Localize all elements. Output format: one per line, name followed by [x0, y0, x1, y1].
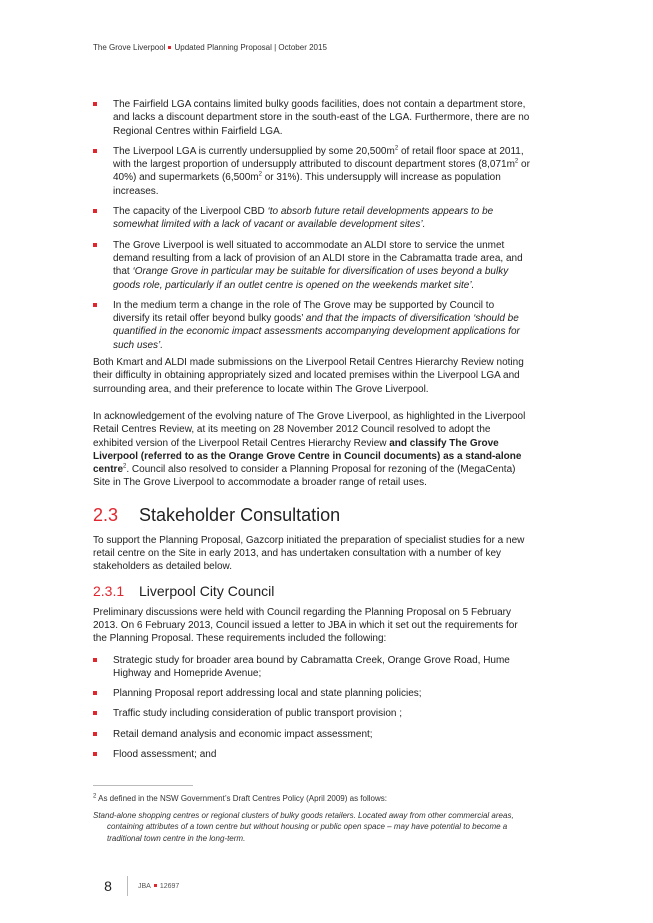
list-item: The capacity of the Liverpool CBD ‘to absorb future retail developments appears to be somewhat limited with a lack of vacant or available development sites’. [93, 205, 533, 232]
paragraph-council: Preliminary discussions were held with Council regarding the Planning Proposal on 5 February 2013. On 6 February 2013, Council issued a letter to JBA in which it set out the requirements for the Planning Proposal. These requirements included the following: [93, 606, 518, 645]
section-heading [93, 504, 533, 526]
page-footer [93, 876, 179, 896]
footnote-divider [93, 785, 193, 786]
paragraph-submissions: Both Kmart and ALDI made submissions on the Liverpool Retail Centres Hierarchy Review noting their difficulty in obtaining appropriately sized and located premises within the Liverpool LGA and surrounding area, and their preference to locate within The Grove Liverpool. [93, 357, 524, 395]
running-header [93, 43, 327, 52]
list-item: The Liverpool LGA is currently undersupplied by some $20,500m^2$ of retail floor space at 2011, with the largest proportion of undersupply attributed to discount department stores ($8,071m^2$ or 40%) and supermarkets ($6,500m^2$ or 31%). This undersupply will increase as population increases. [93, 145, 533, 198]
footnote-text: As defined in the NSW Government’s Draft Centres Policy (April 2009) as follows: [96, 794, 387, 803]
subsection-number: 2.3.1 [93, 582, 125, 599]
section-title: Stakeholder Consultation [139, 504, 341, 525]
footer-divider [127, 876, 128, 896]
list-item: Planning Proposal report addressing local and state planning policies; [93, 687, 533, 700]
list-item: Flood assessment; and [93, 748, 533, 761]
separator-dot-icon [154, 884, 157, 887]
list-item: Strategic study for broader area bound by Cabramatta Creek, Orange Grove Road, Hume Highway and Homepride Avenue; [93, 654, 533, 681]
list-item: The Grove Liverpool is well situated to accommodate an ALDI store to service the unmet demand resulting from a lack of provision of an ALDI store in the Cabramatta trade area, and that ‘Orange Grove in particular may be suitable for diversification of uses beyond a bulky goods role, particularly if an outlet centre is opened on the weekends market site’. [93, 239, 533, 292]
footnote-marker: 2 [93, 793, 97, 800]
requirements-list [93, 654, 533, 762]
paragraph-acknowledgement: In acknowledgement of the evolving nature of The Grove Liverpool, as highlighted in the Liverpool Retail Centres Review, at its meeting on 28 November 2012 Council resolved to adopt the exhibited version of the Liverpool Retail Centres Hierarchy Review and classify The Grove Liverpool (referred to as the Orange Grove Centre in Council documents) as a stand-alone centre$^2$. Council also resolved to consider a Planning Proposal for rezoning of the (MegaCenta) Site in The Grove Liverpool to accommodate a broader range of retail uses. [93, 410, 526, 489]
section-number: 2.3 [93, 504, 119, 525]
body-content [93, 98, 533, 768]
list-item: Retail demand analysis and economic impact assessment; [93, 728, 533, 741]
footnote [93, 793, 533, 844]
subsection-heading [93, 582, 533, 600]
footer-reference: JBA 12697 [138, 882, 180, 890]
list-item: The Fairfield LGA contains limited bulky goods facilities, does not contain a department store, and lacks a discount department store in the south-east of the LGA. Furthermore, there are no Regional Centres within Fairfield LGA. [93, 98, 533, 138]
subsection-title: Liverpool City Council [139, 582, 275, 599]
header-doc-title: Updated Planning Proposal | October 2015 [174, 43, 327, 52]
header-project: The Grove Liverpool [93, 43, 166, 52]
list-item: In the medium term a change in the role of The Grove may be supported by Council to diversify its retail offer beyond bulky goods’ and that the impacts of diversification ‘should be quantified in the economic impact assessments accompanying development applications for such uses’. [93, 299, 533, 352]
findings-list [93, 98, 533, 352]
paragraph-consultation: To support the Planning Proposal, Gazcorp initiated the preparation of specialist studies for a new retail centre on the Site in early 2013, and has undertaken consultation with a number of key stakeholders as detailed below. [93, 534, 525, 573]
page-number: 8 [104, 878, 112, 894]
footnote-definition: Stand-alone shopping centres or regional clusters of bulky goods retailers. Located away from other commercial areas, containing attributes of a town centre but without housing or public open space – may have potential to become a traditional town centre in the long-term. [93, 810, 514, 843]
separator-dot-icon [168, 46, 171, 49]
list-item: Traffic study including consideration of public transport provision ; [93, 707, 533, 720]
